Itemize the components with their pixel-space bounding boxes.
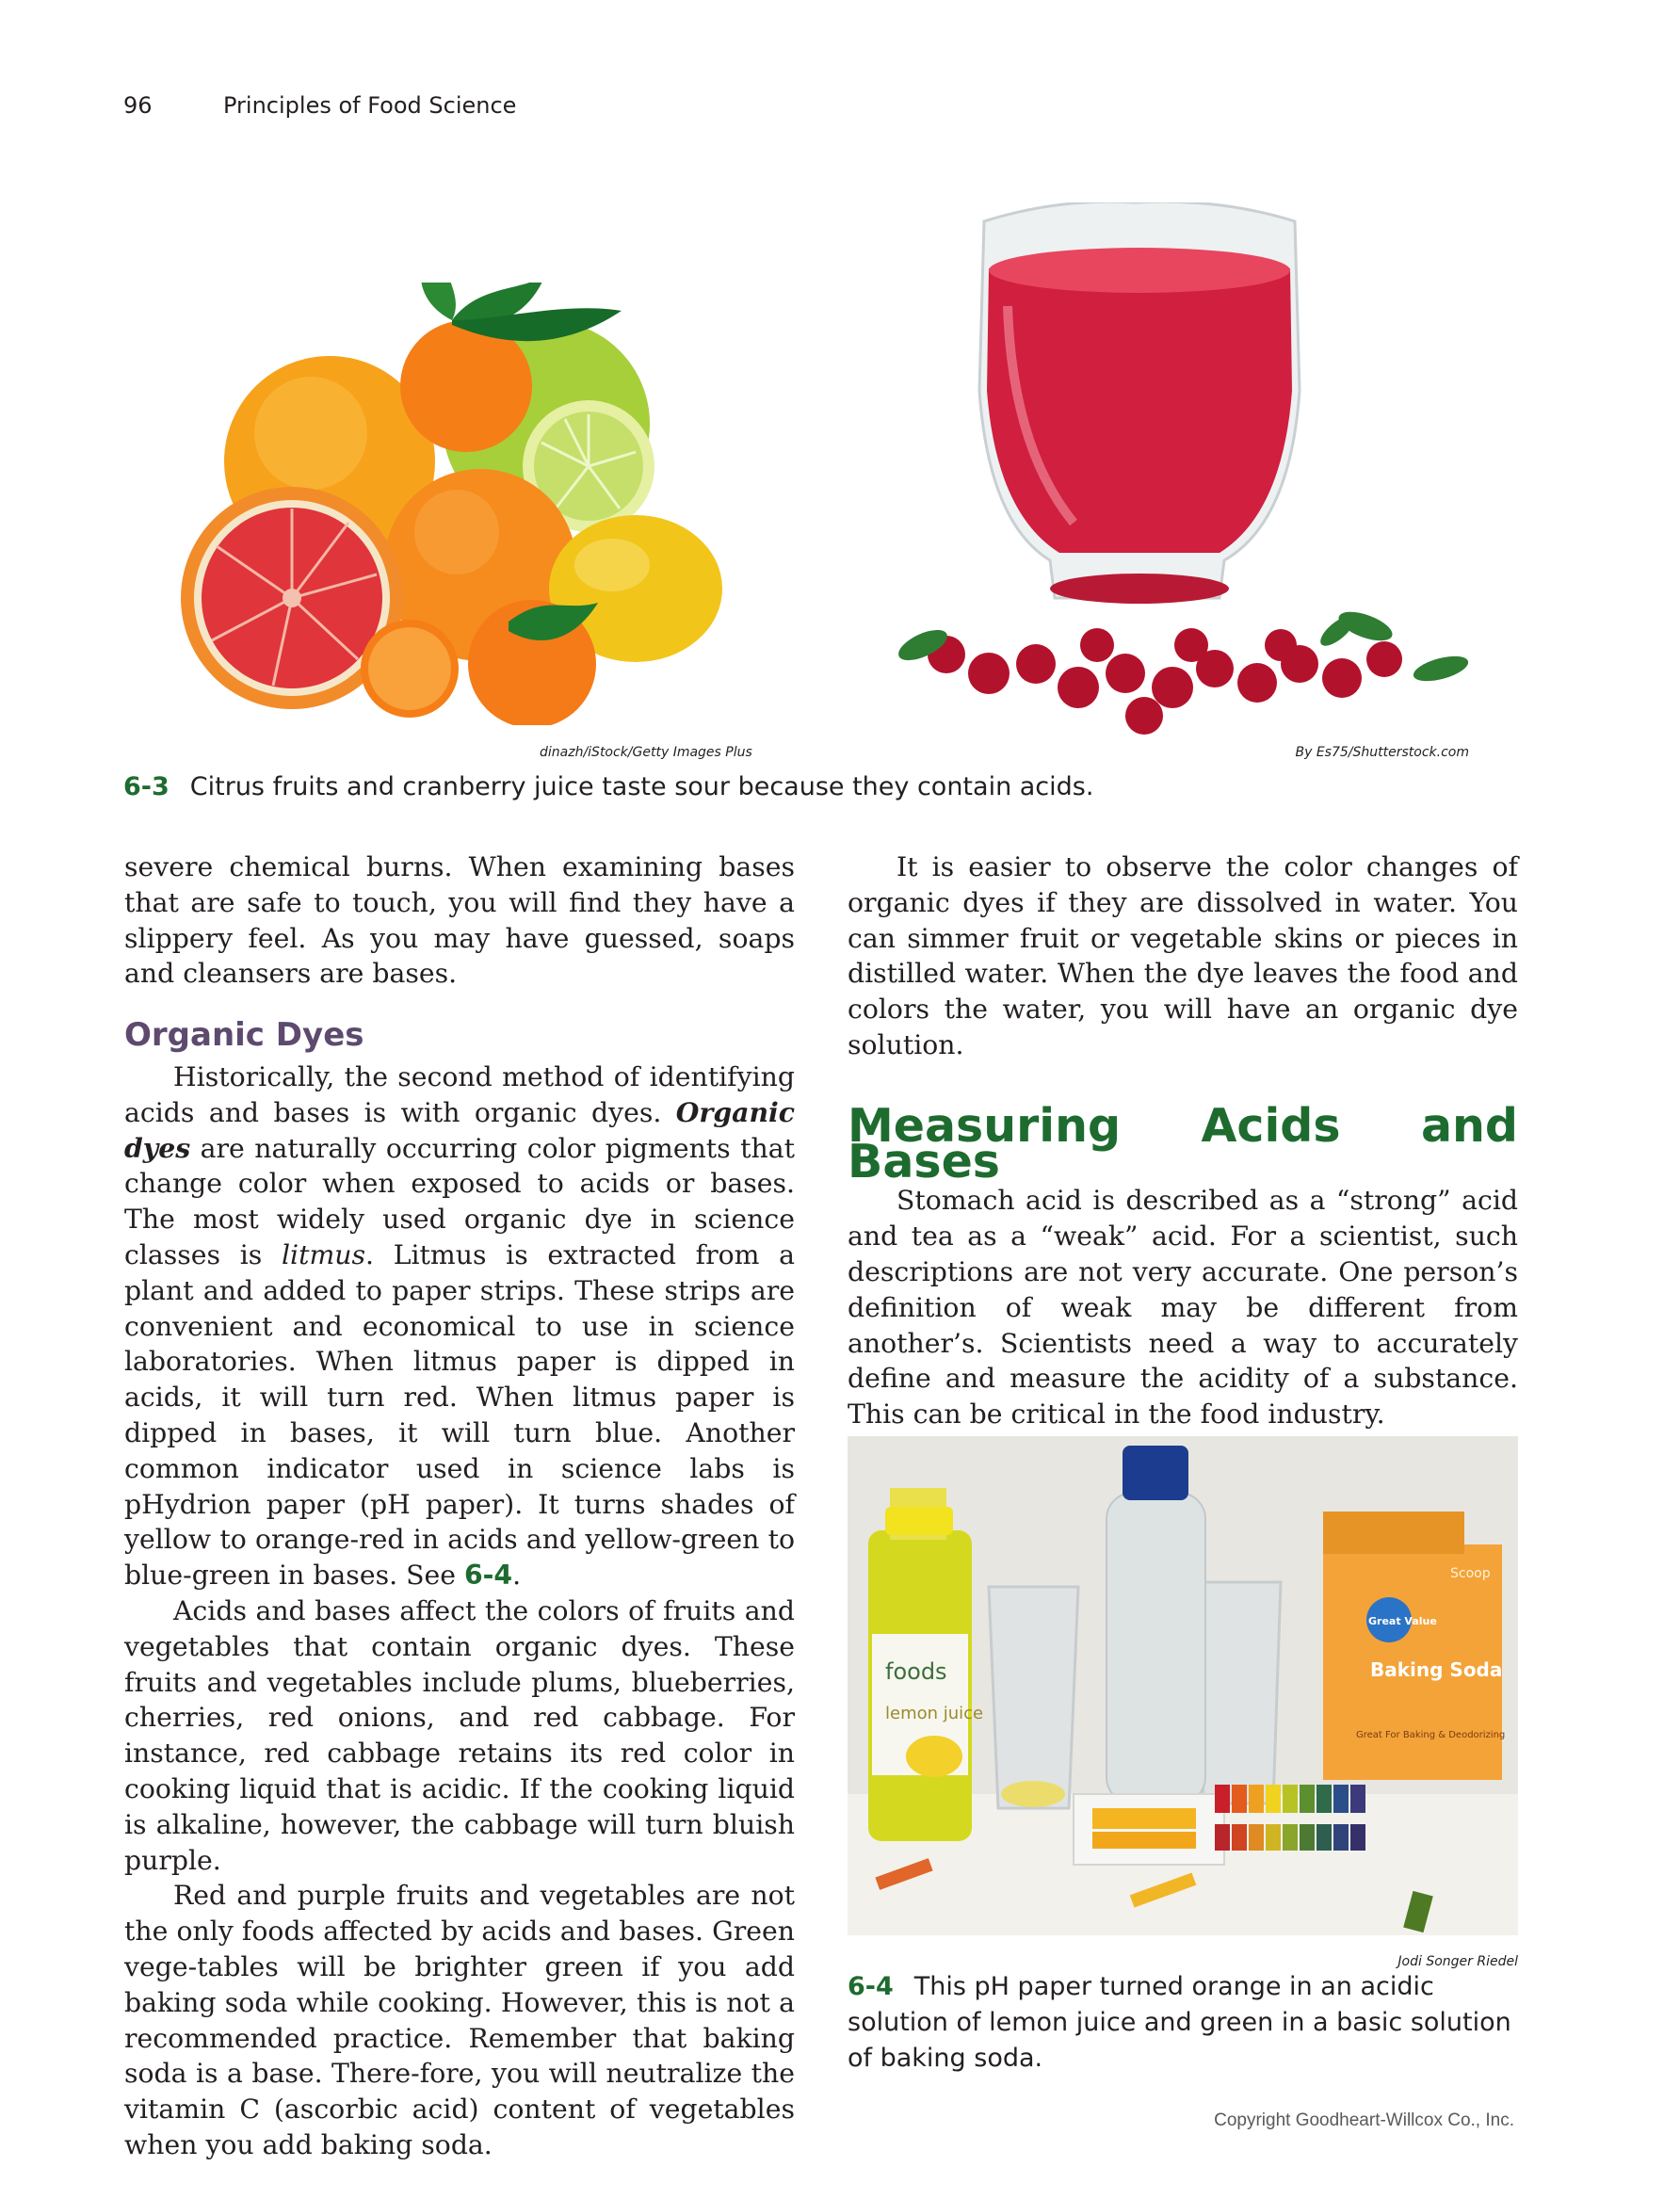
paragraph: Stomach acid is described as a “strong” acid and tea as a “weak” acid. For a scientist, such descriptions are not very accurate. One person’s definition of weak may be different from another’s. Scientists need a way to accurately define and measure the acidity of a substance. This can be critical in the food industry. <box>848 1185 1518 1431</box>
figure-6-3-caption <box>123 769 1489 805</box>
paragraph: severe chemical burns. When examining bases that are safe to touch, you will find they have a slippery feel. As you may have guessed, soaps and cleansers are bases. <box>124 851 795 990</box>
figure-6-3-credit-right: By Es75/Shutterstock.com <box>1295 745 1469 760</box>
page-number: 96 <box>123 92 153 119</box>
figure-number: 6-3 <box>123 772 170 801</box>
great-value-logo-text: Great Value <box>1368 1615 1437 1627</box>
figure-6-4-credit: Jodi Songer Riedel <box>1397 1954 1518 1969</box>
ph-paper-test-photo <box>848 1436 1518 1935</box>
scoop-box-text: Scoop <box>1450 1566 1491 1581</box>
caption-text: This pH paper turned orange in an acidic solution of lemon juice and green in a basic solution of baking soda. <box>848 1972 1511 2073</box>
citrus-fruits-photo <box>170 283 753 725</box>
subhead-organic-dyes: Organic Dyes <box>124 1016 364 1055</box>
paragraph: Acids and bases affect the colors of fruits and vegetables that contain organic dyes. These fruits and vegetables include plums, blueberries, cherries, red onions, and red cabbage. For instance, red cabbage retains its red color in cooking liquid that is acidic. If the cooking liquid is alkaline, however, the cabbage will turn bluish purple. <box>124 1594 795 1876</box>
figure-6-4-caption <box>848 1969 1518 2077</box>
cranberry-juice-photo <box>895 202 1478 739</box>
figure-number: 6-4 <box>848 1972 894 2001</box>
paragraph: Historically, the second method of identifying acids and bases is with organic dyes. Organic dyes are naturally occurring color pigments that change color when exposed to acids or bases. The most widely used organic dye in science classes is litmus. Litmus is extracted from a plant and added to paper strips. These strips are convenient and economical to use in science laboratories. When litmus paper is dipped in acids, it will turn red. When litmus paper is dipped in bases, it will turn blue. Another common indicator used in science labs is pHydrion paper (pH paper). It turns shades of yellow to orange-red in acids and yellow-green to blue-green in bases. See 6-4. <box>124 1060 796 1592</box>
paragraph: Red and purple fruits and vegetables are not the only foods affected by acids and bases. Green vege-tables will be brighter green if you add baking soda while cooking. However, this is not a recommended practice. Remember that baking soda is a base. There-fore, you will neutralize the vitamin C (ascorbic acid) content of vegetables when you add baking soda. <box>124 1880 795 2160</box>
left-column <box>124 849 795 2163</box>
lemon-bottle-label-text: lemon juice <box>885 1704 984 1723</box>
figure-reference-link[interactable]: 6-4 <box>463 1560 513 1592</box>
right-column <box>848 849 1518 1432</box>
copyright-notice: Copyright Goodheart-Willcox Co., Inc. <box>1214 2110 1514 2130</box>
heading-measuring-acids-and-bases: Measuring Acids and Bases <box>848 1098 1518 1188</box>
figure-6-3-credit-left: dinazh/iStock/Getty Images Plus <box>540 745 752 760</box>
running-title: Principles of Food Science <box>223 92 517 119</box>
paragraph: It is easier to observe the color changes of organic dyes if they are dissolved in water. You can simmer fruit or vegetable skins or pieces in distilled water. When the dye leaves the food and colors the water, you will have an organic dye solution. <box>848 851 1518 1060</box>
key-term: Organic dyes <box>124 1095 795 1164</box>
baking-soda-box-text: Baking Soda <box>1370 1658 1503 1681</box>
lemon-bottle-brand-text: foods <box>885 1658 947 1685</box>
deodorizing-box-text: Great For Baking & Deodorizing <box>1356 1730 1506 1740</box>
caption-text: Citrus fruits and cranberry juice taste sour because they contain acids. <box>189 772 1094 801</box>
